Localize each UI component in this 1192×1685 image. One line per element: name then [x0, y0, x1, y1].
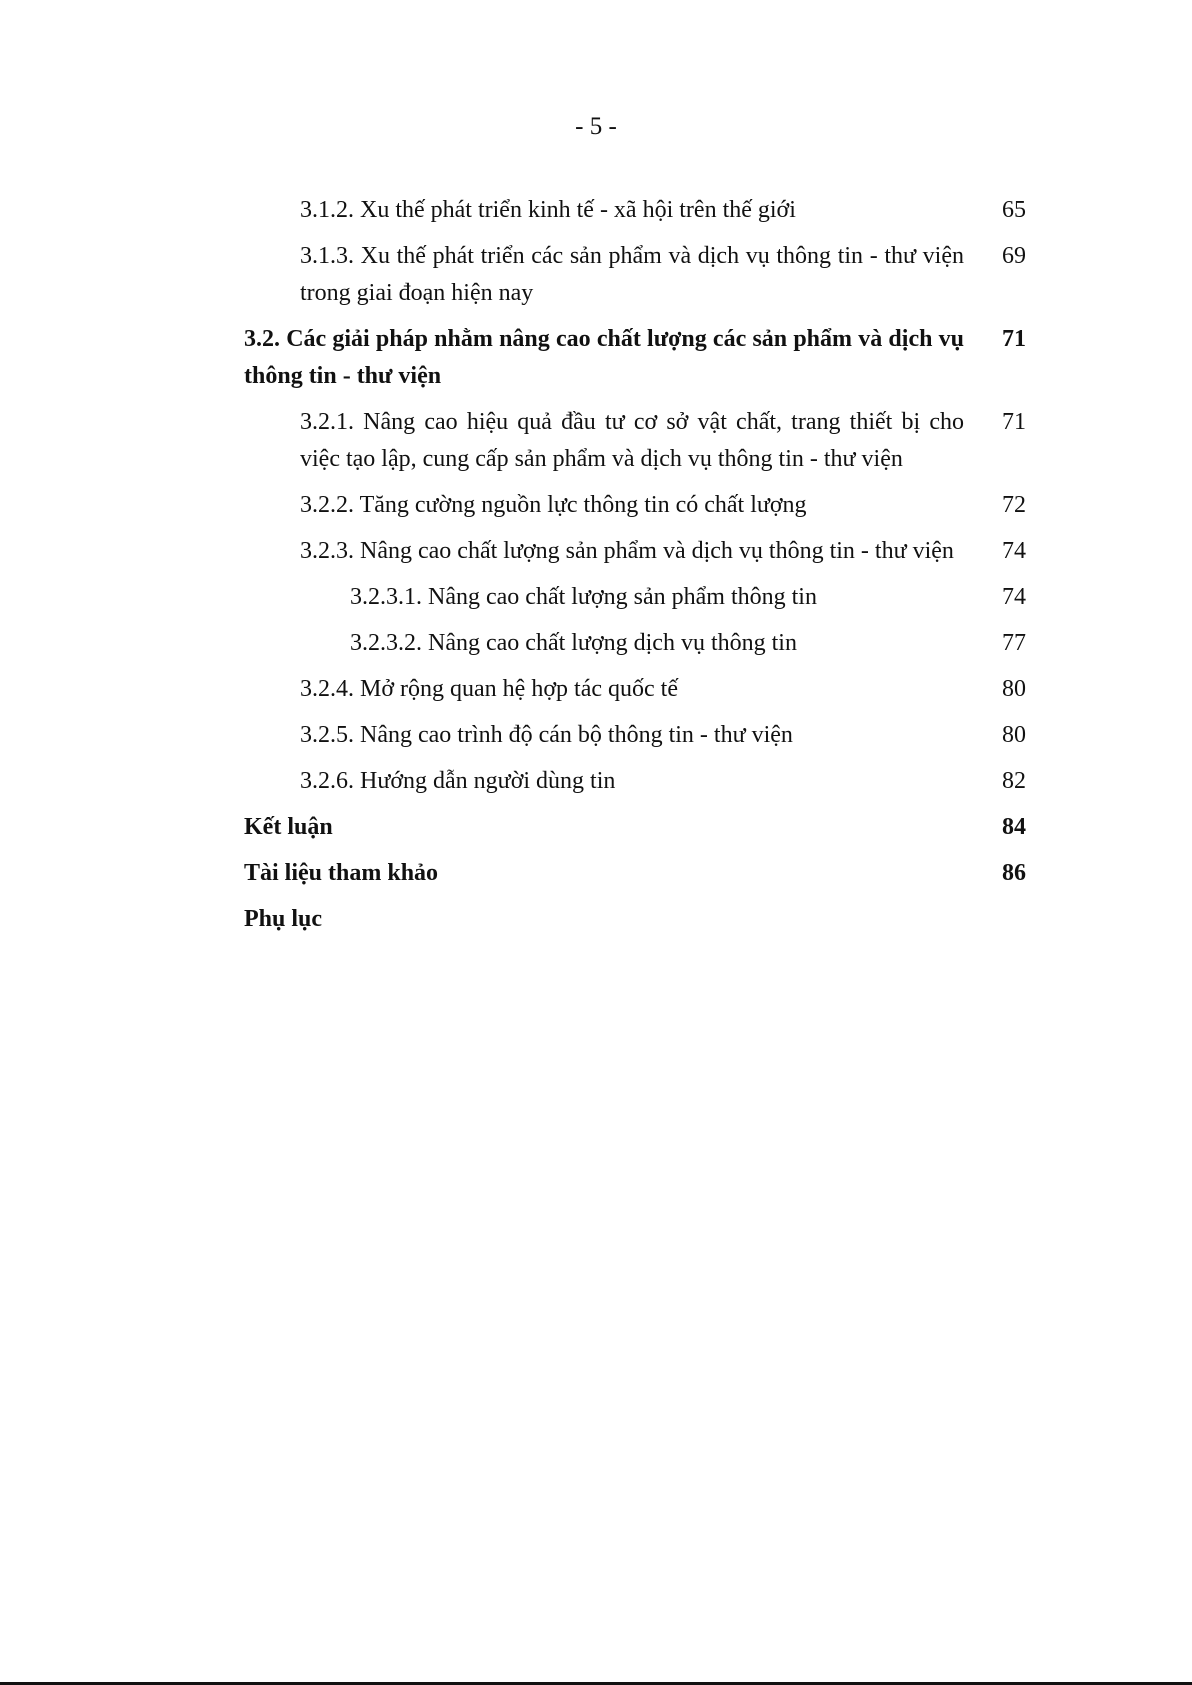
toc-entry-page: 74	[1002, 538, 1026, 564]
toc-entry-title: 3.2.3. Nâng cao chất lượng sản phẩm và dịch vụ thông tin - thư viện	[300, 538, 954, 564]
toc-entry-title: Kết luận	[244, 814, 333, 840]
toc-entry-page: 77	[1002, 630, 1026, 656]
toc-entry	[244, 671, 1026, 708]
toc-entry	[244, 487, 1026, 524]
toc-entry-title: 3.2.4. Mở rộng quan hệ hợp tác quốc tế	[300, 676, 678, 702]
toc-entry-page: 71	[1002, 409, 1026, 435]
toc-entry	[244, 901, 1026, 938]
toc-entry	[244, 192, 1026, 229]
toc-entry-title: Phụ lục	[244, 906, 323, 932]
page-number: - 5 -	[575, 113, 617, 140]
toc-entry-title: Tài liệu tham khảo	[244, 860, 439, 886]
toc-entry-title: 3.1.3. Xu thế phát triển các sản phẩm và dịch vụ thông tin - thư viện trong giai đoạn hiện nay	[300, 243, 964, 306]
toc-entry-title: 3.2.5. Nâng cao trình độ cán bộ thông tin - thư viện	[300, 722, 793, 748]
toc-entry	[244, 238, 1026, 312]
toc-entry-title: 3.2.3.1. Nâng cao chất lượng sản phẩm thông tin	[350, 584, 817, 610]
toc-entry-page: 65	[1002, 197, 1026, 223]
toc-entry-page: 84	[1002, 814, 1026, 840]
toc-entry-page: 74	[1002, 584, 1026, 610]
toc-entry-title: 3.2.6. Hướng dẫn người dùng tin	[300, 768, 616, 794]
toc-entry	[244, 404, 1026, 478]
toc-entry	[244, 717, 1026, 754]
toc-entry-title: 3.2.1. Nâng cao hiệu quả đầu tư cơ sở vật chất, trang thiết bị cho việc tạo lập, cung cấp sản phẩm và dịch vụ thông tin - thư viện	[300, 409, 964, 472]
toc-entry-page: 71	[1002, 326, 1026, 352]
toc-entry-title: 3.2.2. Tăng cường nguồn lực thông tin có chất lượng	[300, 492, 807, 518]
toc-entry	[244, 855, 1026, 892]
toc-entry-page: 82	[1002, 768, 1026, 794]
toc-entry-page: 86	[1002, 860, 1026, 886]
toc-entry-page: 72	[1002, 492, 1026, 518]
toc-entry	[244, 321, 1026, 395]
toc-entry-title: 3.2. Các giải pháp nhằm nâng cao chất lượng các sản phẩm và dịch vụ thông tin - thư viện	[244, 326, 964, 389]
toc-entry-title: 3.2.3.2. Nâng cao chất lượng dịch vụ thông tin	[350, 630, 797, 656]
toc-entry-title: 3.1.2. Xu thế phát triển kinh tế - xã hội trên thế giới	[300, 197, 796, 223]
toc-entry	[244, 809, 1026, 846]
toc-entry	[244, 533, 1026, 570]
toc-entry-page: 69	[1002, 243, 1026, 269]
toc-entry	[244, 625, 1026, 662]
toc-entry	[244, 579, 1026, 616]
toc-entry-page: 80	[1002, 676, 1026, 702]
toc-entry-page: 80	[1002, 722, 1026, 748]
toc-entry	[244, 763, 1026, 800]
table-of-contents	[244, 192, 1026, 947]
